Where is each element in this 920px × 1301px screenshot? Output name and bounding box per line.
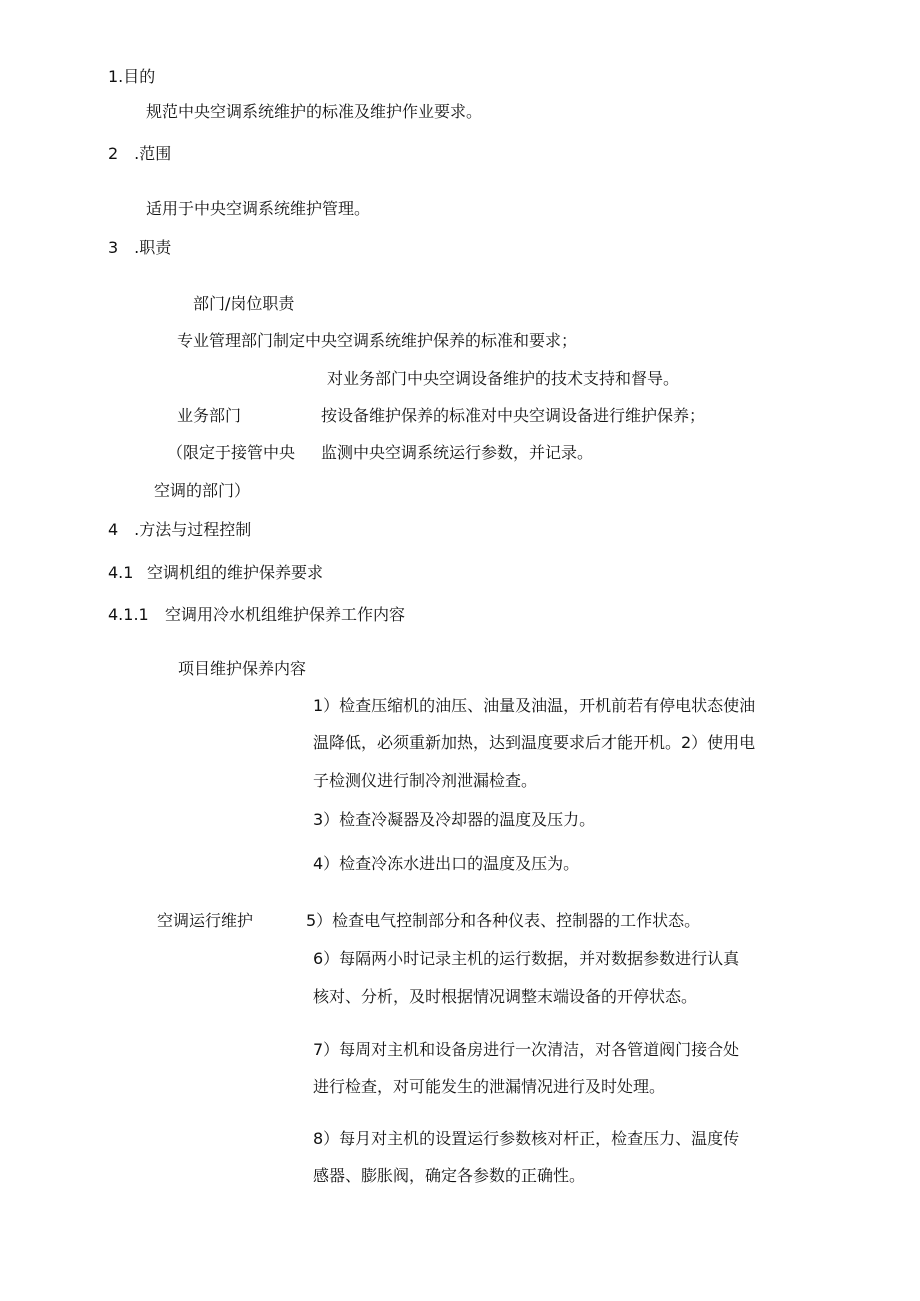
maintenance-item-line-12: 感器、膨胀阀，确定各参数的正确性。 <box>313 1166 586 1185</box>
maintenance-table-header: 项目维护保养内容 <box>178 659 307 678</box>
responsibility-row-1: 专业管理部门制定中央空调系统维护保养的标准和要求； <box>177 331 578 350</box>
section-1-body: 规范中央空调系统维护的标准及维护作业要求。 <box>146 102 483 121</box>
section-4-1-title: 空调机组的维护保养要求 <box>147 563 324 582</box>
responsibility-duty-2: 监测中央空调系统运行参数，并记录。 <box>321 443 594 462</box>
responsibility-table-header: 部门/岗位职责 <box>193 294 295 313</box>
section-4-1-number: 4.1 <box>108 563 134 582</box>
section-2-heading: 2 .范围 <box>108 144 172 163</box>
section-2-body: 适用于中央空调系统维护管理。 <box>146 199 371 218</box>
section-1-heading: 1.目的 <box>108 67 156 86</box>
responsibility-dept-2: （限定于接管中央 <box>167 443 296 462</box>
maintenance-item-line-9: 7）每周对主机和设备房进行一次清洁，对各管道阀门接合处 <box>313 1040 740 1059</box>
maintenance-item-line-4: 3）检查冷凝器及冷却器的温度及压力。 <box>313 810 596 829</box>
responsibility-dept-3: 空调的部门） <box>154 481 251 500</box>
maintenance-item-line-6: 5）检查电气控制部分和各种仪表、控制器的工作状态。 <box>306 911 701 930</box>
maintenance-item-line-1: 1）检查压缩机的油压、油量及油温，开机前若有停电状态使油 <box>313 696 756 715</box>
responsibility-duty-1: 按设备维护保养的标准对中央空调设备进行维护保养； <box>321 406 706 425</box>
maintenance-item-line-10: 进行检查，对可能发生的泄漏情况进行及时处理。 <box>313 1077 666 1096</box>
section-4-1-1-title: 空调用冷水机组维护保养工作内容 <box>165 605 406 624</box>
section-4-1-1-number: 4.1.1 <box>108 605 149 624</box>
responsibility-row-2: 对业务部门中央空调设备维护的技术支持和督导。 <box>327 369 680 388</box>
maintenance-item-line-2: 温降低，必须重新加热，达到温度要求后才能开机。2）使用电 <box>313 733 756 752</box>
maintenance-item-line-3: 子检测仪进行制冷剂泄漏检查。 <box>313 771 538 790</box>
maintenance-item-label: 空调运行维护 <box>157 911 254 930</box>
section-3-heading: 3 .职责 <box>108 238 172 257</box>
maintenance-item-line-5: 4）检查冷冻水进出口的温度及压为。 <box>313 854 580 873</box>
maintenance-item-line-7: 6）每隔两小时记录主机的运行数据，并对数据参数进行认真 <box>313 949 740 968</box>
maintenance-item-line-8: 核对、分析，及时根据情况调整末端设备的开停状态。 <box>313 987 698 1006</box>
section-4-heading: 4 .方法与过程控制 <box>108 520 252 539</box>
maintenance-item-line-11: 8）每月对主机的设置运行参数核对杆正，检查压力、温度传 <box>313 1129 740 1148</box>
responsibility-dept-1: 业务部门 <box>177 406 242 425</box>
